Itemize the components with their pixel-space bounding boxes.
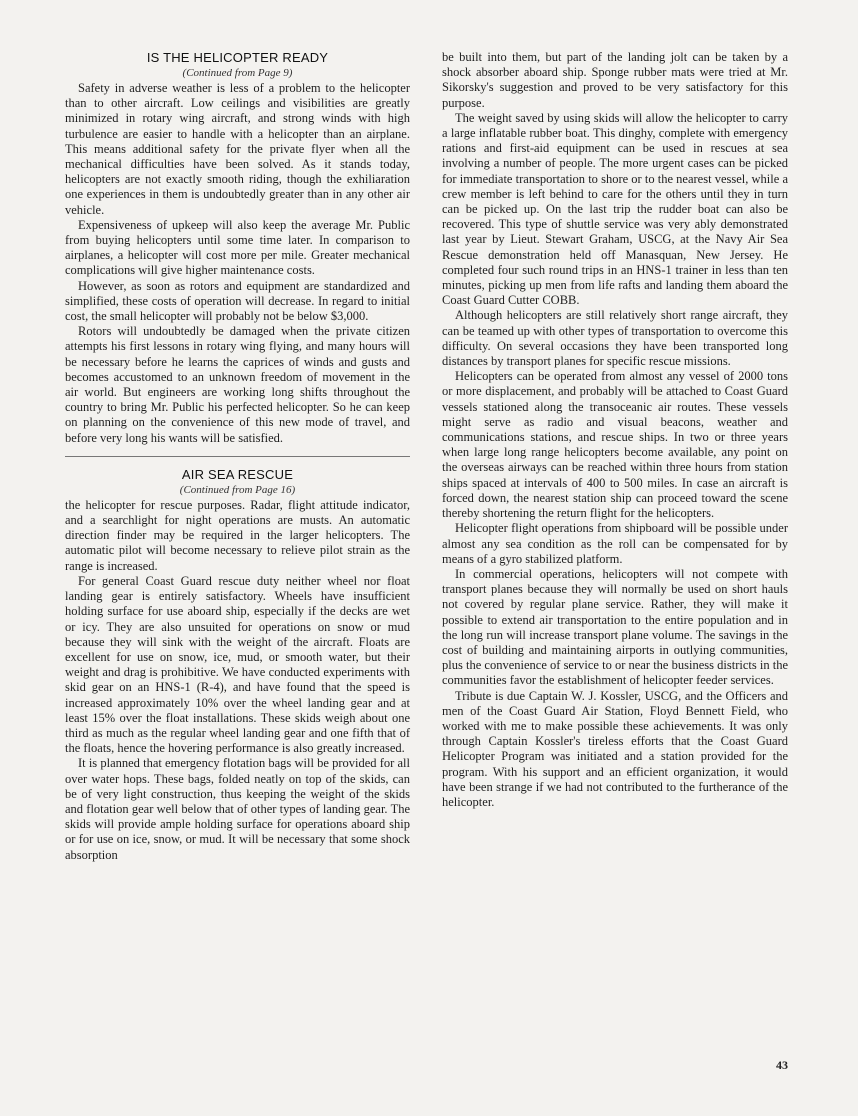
paragraph: be built into them, but part of the landing jolt can be taken by a shock absorber aboard ship. Sponge rubber mats were tried at Mr. Sikorsky's suggestion and proved to be very satisfactory for this purpose. bbox=[442, 50, 788, 110]
paragraph: Helicopter flight operations from shipboard will be possible under almost any sea condition as the roll can be compensated for by means of a gyro stabilized platform. bbox=[442, 521, 788, 566]
continued-note: (Continued from Page 9) bbox=[182, 67, 293, 79]
paragraph: Tribute is due Captain W. J. Kossler, USCG, and the Officers and men of the Coast Guard Air Station, Floyd Bennett Field, who worked with me to make possible these achievements. It was only through Captain Kossler's tireless efforts that the Coast Guard Helicopter Program was initiated and a station provided for the program. With his support and an efficient organization, it would have been strange if we had not contributed to the furtherance of the helicopter. bbox=[442, 688, 788, 809]
paragraph: Expensiveness of upkeep will also keep the average Mr. Public from buying helicopters until some time later. In comparison to airplanes, a helicopter will cost more per mile. Greater mechanical complications will give higher maintenance costs. bbox=[65, 217, 410, 278]
article-title-air-sea-rescue: AIR SEA RESCUE bbox=[181, 466, 294, 482]
paragraph: In commercial operations, helicopters will not compete with transport planes because they will normally be used on short hauls not covered by regular plane service. Rather, they will make it possible to extend air transportation to the entire population and in the long run will increase transport plane volume. The savings in the cost of building and maintaining airports in outlying communities, plus the convenience of service to or near the business districts in the communities favor the establishment of helicopter feeder services. bbox=[442, 566, 788, 688]
paragraph: However, as soon as rotors and equipment are standardized and simplified, these costs of operation will decrease. In regard to initial cost, the small helicopter will probably not be below $3,000. bbox=[65, 278, 410, 324]
left-column bbox=[65, 50, 410, 863]
paragraph: It is planned that emergency flotation bags will be provided for all over water hops. These bags, folded neatly on top of the skids, can be of very light construction, thus keeping the weight of the skids and flotation gear well below that of other types of landing gear. The skids will provide ample holding surface for operations aboard ship or for use on ice, snow, or mud. It will be necessary that some shock absorption bbox=[65, 756, 410, 862]
paragraph: Safety in adverse weather is less of a problem to the helicopter than to other aircraft. Low ceilings and visibilities are greatly minimized in rotary wing aircraft, and strong winds with high turbulence are easier to handle with a helicopter than an airplane. This means additional safety for the private flyer when all the mechanical difficulties have been solved. As it stands today, helicopters are not exactly smooth riding, though the exhiliaration one experiences in them is undoubtedly greater than in any other air vehicle. bbox=[65, 81, 410, 217]
paragraph: Rotors will undoubtedly be damaged when the private citizen attempts his first lessons in rotary wing flying, and many hours will be necessary before he learns the caprices of winds and gusts and becomes accustomed to an unknown freedom of movement in the air world. But engineers are working long shifts throughout the country to bring Mr. Public his perfected helicopter. So he can keep on planning on the convenience of this new mode of travel, and before very long his wants will be satisfied. bbox=[65, 324, 410, 445]
paragraph: The weight saved by using skids will allow the helicopter to carry a large inflatable rubber boat. This dinghy, complete with emergency rations and first-aid equipment can be used in rescues at sea involving a number of people. The more urgent cases can be picked for immediate transportation to shore or to the nearest vessel, while a crew member is left behind to care for the others until they in turn can be picked up. On the last trip the rudder boat can also be recovered. This type of shuttle service was very ably demonstrated last year by Lieut. Stewart Graham, USCG, at the Navy Air Sea Rescue demonstration held off Manasquan, New Jersey. He completed four such round trips in an HNS-1 trainer in less than ten minutes, picking up men from life rafts and landing them aboard the Coast Guard Cutter COBB. bbox=[442, 110, 788, 308]
section-divider bbox=[65, 456, 410, 457]
continued-note: (Continued from Page 16) bbox=[179, 483, 296, 496]
paragraph: Although helicopters are still relatively short range aircraft, they can be teamed up with other types of transportation to overcome this difficulty. On several occasions they have been transported long distances by transport planes for specific rescue missions. bbox=[442, 308, 788, 369]
page-number: 43 bbox=[776, 1058, 788, 1072]
paragraph: the helicopter for rescue purposes. Radar, flight attitude indicator, and a searchlight for night operations are musts. An automatic direction finder may be required in the larger helicopters. The automatic pilot will become necessary to relieve pilot strain as the range is increased. bbox=[65, 497, 410, 573]
paragraph: Helicopters can be operated from almost any vessel of 2000 tons or more displacement, and probably will be attached to Coast Guard vessels stationed along the transoceanic air routes. These vessels might serve as radio and visual beacons, weather and communications stations, and rescue ships. In two or three years when large long range helicopters become available, any point on the overseas airways can be reached within three hours from station ships spaced at intervals of 400 to 500 miles. In case an aircraft is forced down, the nearest station ship can proceed toward the scene thereby shortening the return flight for the helicopters. bbox=[442, 369, 788, 521]
article-title-helicopter-ready: IS THE HELICOPTER READY bbox=[146, 50, 329, 65]
right-column bbox=[442, 50, 788, 810]
paragraph: For general Coast Guard rescue duty neither wheel nor float landing gear is entirely satisfactory. Wheels have insufficient holding surface for use aboard ship, especially if the decks are wet or icy. They are also unsuited for operations on snow or mud because they will sink with the weight of the aircraft. Floats are excellent for use on snow, ice, mud, or smooth water, but their weight and drag is prohibitive. We have conducted experiments with skid gear on an HNS-1 (R-4), and have found that the speed is increased approximately 10% over the wheel landing gear and at least 15% over the float installations. These skids weigh about one third as much as the regular wheel landing gear and one fifth that of the floats, hence the hovering performance is also greatly increased. bbox=[65, 573, 410, 756]
